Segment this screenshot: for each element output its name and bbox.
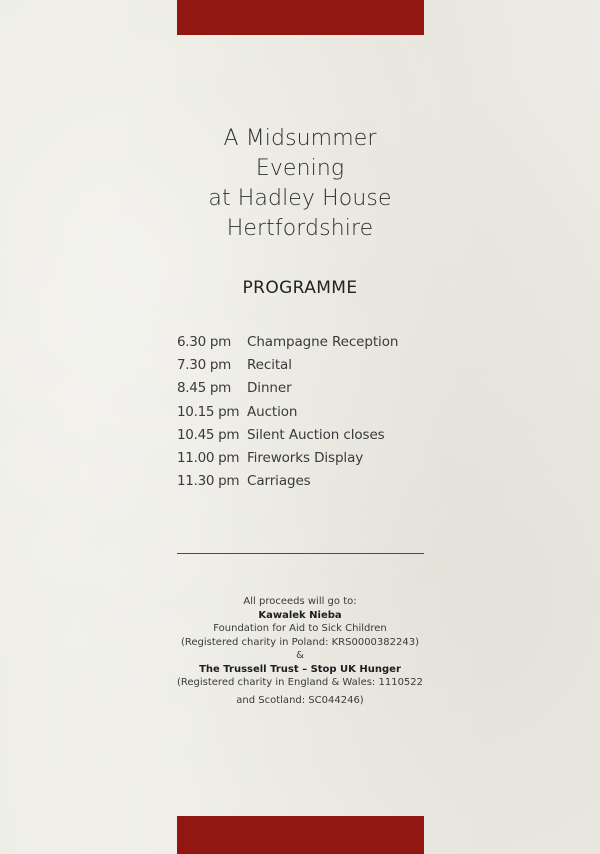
- schedule-event: Fireworks Display: [247, 450, 364, 467]
- charity1-registration: (Registered charity in Poland: KRS0000382243): [180, 636, 419, 648]
- schedule-event: Silent Auction closes: [247, 426, 385, 443]
- schedule-time: 7.30 pm: [177, 356, 231, 373]
- title-line-1: A Midsummer: [223, 126, 377, 151]
- bottom-red-band: [177, 816, 424, 854]
- divider-rule: [177, 553, 424, 554]
- schedule-event: Auction: [247, 403, 298, 420]
- schedule-event: Carriages: [247, 473, 311, 490]
- charity-footer: [0, 595, 600, 707]
- schedule-time: 8.45 pm: [177, 380, 231, 397]
- title-line-3: at Hadley House: [208, 186, 392, 211]
- ampersand: &: [296, 650, 304, 661]
- proceeds-intro: All proceeds will go to:: [243, 596, 357, 607]
- schedule-time: 11.00 pm: [177, 450, 240, 467]
- schedule-event: Champagne Reception: [247, 333, 399, 350]
- schedule-event: Recital: [247, 356, 292, 373]
- title-line-2: Evening: [255, 156, 345, 181]
- charity2-registration: (Registered charity in England & Wales: 1110522: [176, 677, 424, 688]
- schedule-row: [177, 353, 437, 376]
- top-red-band: [177, 0, 424, 35]
- schedule-time: 10.15 pm: [177, 403, 240, 420]
- charity2-name: The Trussell Trust – Stop UK Hunger: [199, 663, 401, 675]
- title-line-4: Hertfordshire: [226, 216, 374, 241]
- schedule-time: 10.45 pm: [177, 426, 240, 443]
- event-title: [0, 124, 600, 244]
- schedule-row: [177, 446, 437, 469]
- programme-heading: PROGRAMME: [242, 278, 358, 298]
- charity1-description: Foundation for Aid to Sick Children: [213, 623, 387, 634]
- schedule-time: 11.30 pm: [177, 473, 240, 490]
- charity1-name: Kawalek Nieba: [258, 609, 342, 621]
- schedule-row: [177, 330, 437, 353]
- schedule-time: 6.30 pm: [177, 333, 231, 350]
- schedule-row: [177, 470, 437, 493]
- schedule-row: [177, 423, 437, 446]
- schedule-row: [177, 377, 437, 400]
- schedule-event: Dinner: [247, 380, 292, 397]
- programme-schedule: [177, 330, 437, 493]
- schedule-row: [177, 400, 437, 423]
- charity2-registration-cont: and Scotland: SC044246): [236, 694, 364, 706]
